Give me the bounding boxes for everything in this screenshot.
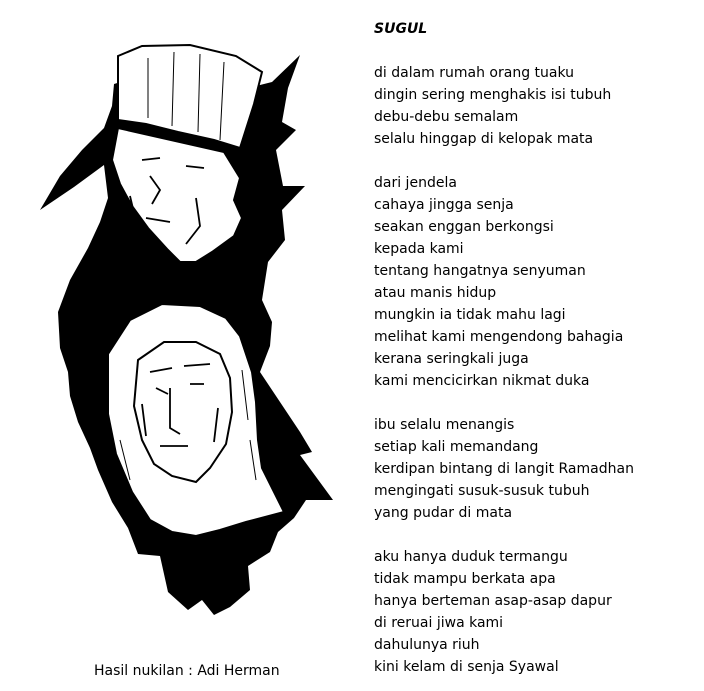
verse-line: mengingati susuk-susuk tubuh	[374, 483, 590, 499]
illustration-caption: Hasil nukilan : Adi Herman	[94, 663, 280, 679]
verse-line: aku hanya duduk termangu	[374, 549, 568, 565]
verse-line: yang pudar di mata	[374, 505, 513, 521]
verse-line: dingin sering menghakis isi tubuh	[374, 87, 612, 103]
stanza-1	[374, 62, 694, 150]
verse-line: atau manis hidup	[374, 285, 497, 301]
stanza-2	[374, 172, 694, 392]
verse-line: setiap kali memandang	[374, 439, 539, 455]
verse-line: mungkin ia tidak mahu lagi	[374, 307, 566, 323]
verse-line: kerdipan bintang di langit Ramadhan	[374, 461, 634, 477]
verse-line: kerana seringkali juga	[374, 351, 529, 367]
verse-line: tentang hangatnya senyuman	[374, 263, 586, 279]
verse-line: melihat kami mengendong bahagia	[374, 329, 624, 345]
verse-line: ibu selalu menangis	[374, 417, 515, 433]
verse-line: di dalam rumah orang tuaku	[374, 65, 575, 81]
verse-line: dahulunya riuh	[374, 637, 480, 653]
verse-line: debu-debu semalam	[374, 109, 519, 125]
verse-line: kami mencicirkan nikmat duka	[374, 373, 590, 389]
ink-drawing	[0, 0, 360, 650]
verse-line: selalu hinggap di kelopak mata	[374, 131, 594, 147]
verse-line: hanya berteman asap-asap dapur	[374, 593, 612, 609]
verse-line: dari jendela	[374, 175, 457, 191]
stanza-4	[374, 546, 694, 678]
stanza-3	[374, 414, 694, 524]
poem-title: SUGUL	[374, 21, 428, 37]
verse-line: kepada kami	[374, 241, 464, 257]
poem	[374, 18, 694, 678]
verse-line: seakan enggan berkongsi	[374, 219, 554, 235]
illustration	[0, 0, 360, 650]
verse-line: tidak mampu berkata apa	[374, 571, 556, 587]
verse-line: cahaya jingga senja	[374, 197, 514, 213]
verse-line: kini kelam di senja Syawal	[374, 659, 559, 675]
verse-line: di reruai jiwa kami	[374, 615, 504, 631]
